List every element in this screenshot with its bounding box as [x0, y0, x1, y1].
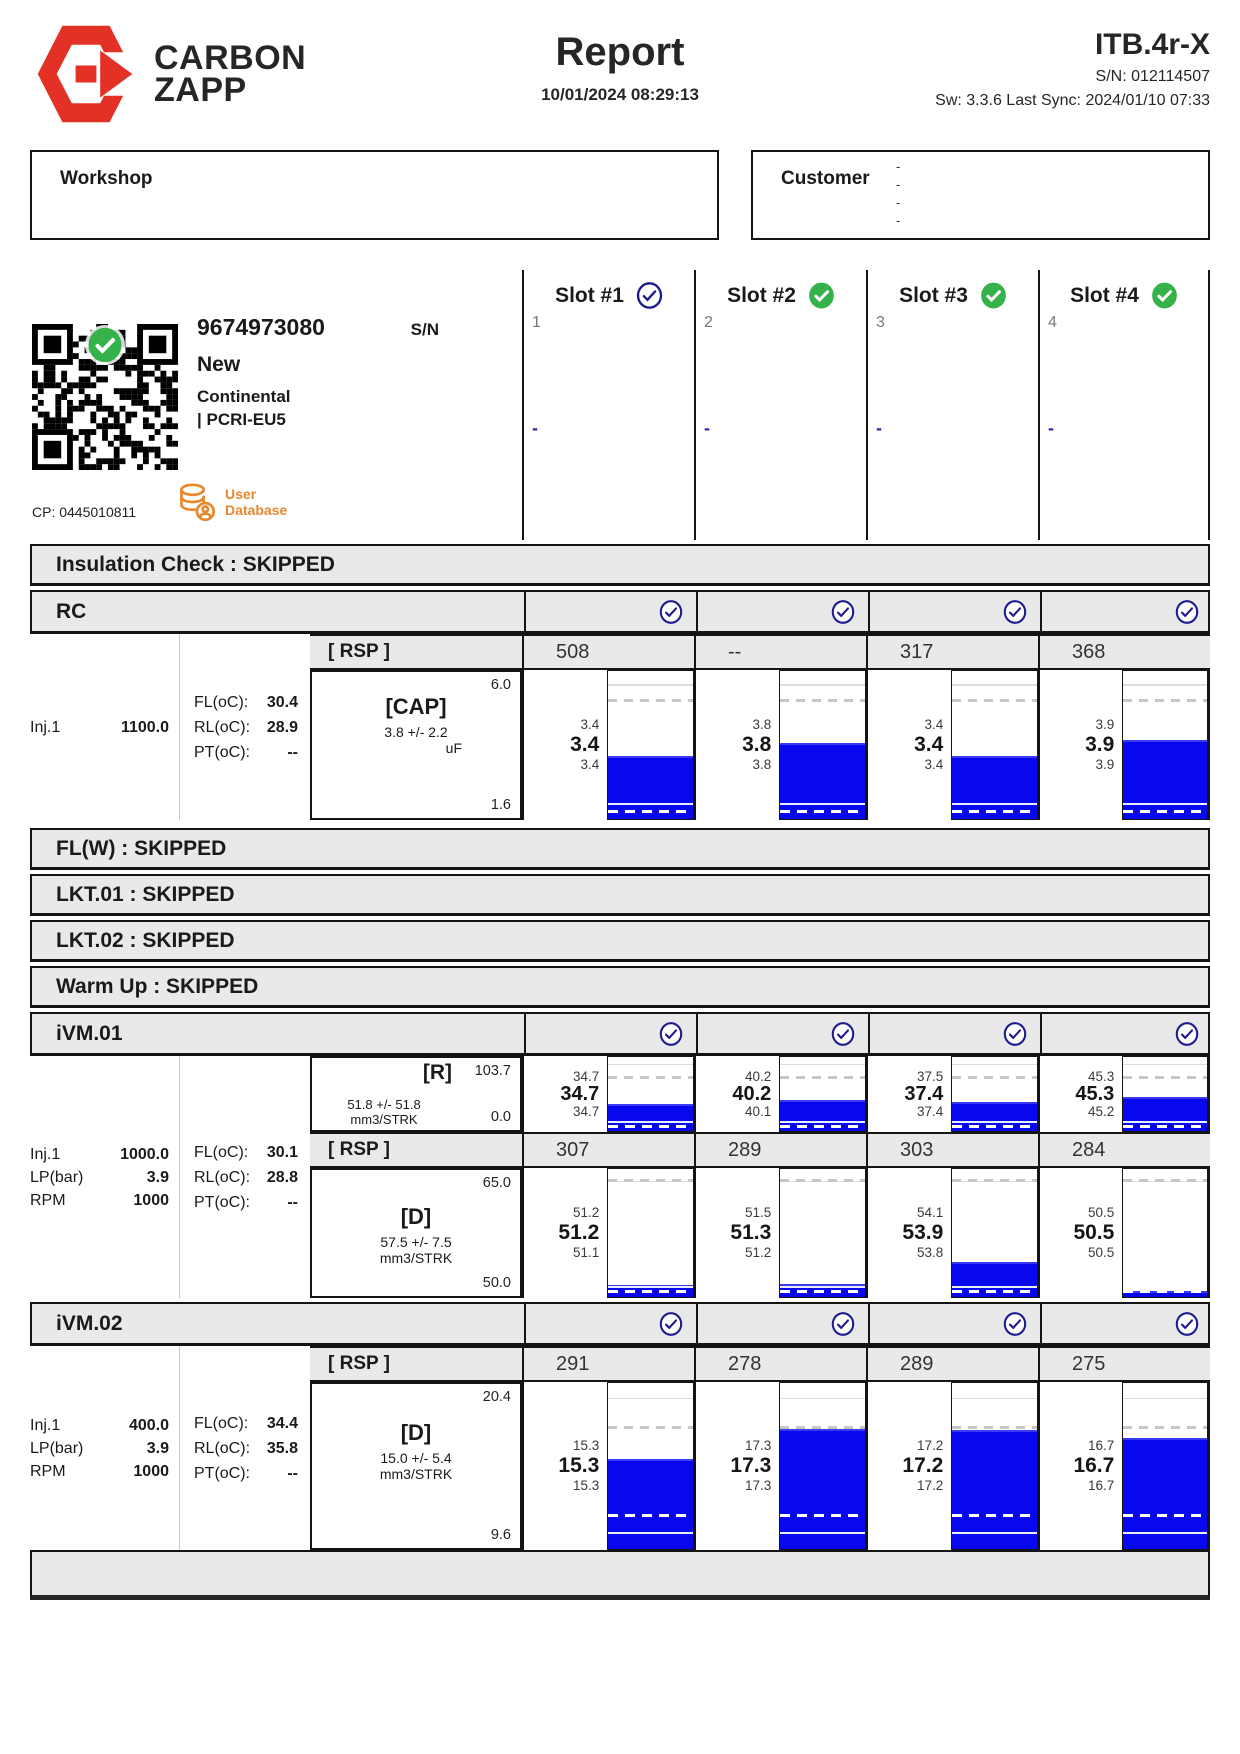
value-min: 45.2	[1088, 1103, 1115, 1119]
ivm01-r-chart-slot4	[1038, 1056, 1210, 1132]
machine-serial: S/N: 012114507	[1095, 68, 1210, 85]
check-icon	[1003, 1312, 1027, 1336]
check-icon	[1175, 1312, 1199, 1336]
section-ivm02-body	[30, 1346, 1210, 1550]
rc-rsp-slot3: 317	[866, 636, 1038, 668]
value-min: 51.1	[573, 1245, 600, 1260]
value-min: 17.3	[745, 1478, 772, 1493]
value-max: 17.2	[917, 1438, 944, 1453]
slot-4-dash: -	[1048, 418, 1054, 438]
check-icon	[1003, 600, 1027, 624]
param-value: 3.9	[146, 1168, 169, 1186]
value-max: 51.2	[573, 1205, 600, 1220]
injector-id: 9674973080	[197, 314, 325, 340]
slot-1-label: Slot #1	[555, 283, 624, 307]
check-icon	[1003, 1022, 1027, 1046]
header-right	[935, 28, 1210, 110]
value-max: 3.4	[580, 717, 600, 732]
injector-cp: CP: 0445010811	[32, 504, 137, 520]
slot-2-label: Slot #2	[727, 283, 796, 307]
ivm01-params	[30, 1056, 180, 1298]
check-icon	[659, 1022, 683, 1046]
section-ivm01-body	[30, 1056, 1210, 1298]
temp-label: FL(oC):	[194, 693, 249, 711]
rsp-label: [ RSP ]	[328, 641, 390, 662]
param-label: LP(bar)	[30, 1168, 84, 1186]
temp-label: RL(oC):	[194, 1168, 251, 1186]
section-rc-body	[30, 634, 1210, 820]
value-avg: 3.8	[742, 733, 772, 756]
slot-4-status-check-icon	[1151, 282, 1178, 309]
value-avg: 34.7	[560, 1082, 600, 1105]
axis-max: 6.0	[490, 677, 511, 693]
value-avg: 50.5	[1073, 1221, 1115, 1244]
ivm01-d-chart-slot4	[1038, 1168, 1210, 1298]
rsp-label: [ RSP ]	[328, 1353, 390, 1374]
page-title: Report	[555, 30, 685, 74]
param-label: Inj.1	[30, 1416, 61, 1434]
slot-column-1	[522, 270, 694, 540]
customer-line: -	[896, 177, 901, 192]
rc-rsp-slot4: 368	[1038, 636, 1210, 668]
section-rc-header	[30, 590, 1210, 634]
user-database-line1: User	[225, 486, 257, 502]
ivm02-rsp-slot3: 289	[866, 1348, 1038, 1380]
rc-chart-slot2	[694, 670, 866, 820]
section-ivm01-header	[30, 1012, 1210, 1056]
ivm01-slot4-check	[1040, 1014, 1212, 1053]
rc-test-info	[310, 670, 522, 820]
ivm02-slot1-check	[524, 1304, 696, 1343]
customer-label: Customer	[781, 168, 870, 189]
axis-max: 65.0	[482, 1175, 511, 1191]
bar-chart	[779, 670, 866, 820]
test-name: [D]	[400, 1420, 432, 1445]
value-min: 34.7	[573, 1103, 600, 1119]
bar-chart	[1122, 670, 1208, 820]
bar-chart	[607, 1168, 694, 1298]
value-avg: 16.7	[1073, 1454, 1115, 1477]
ivm01-rsp-slot3: 303	[866, 1134, 1038, 1166]
sn-label: S/N	[410, 320, 439, 339]
bar-chart	[951, 1056, 1038, 1132]
test-tolerance: 57.5 +/- 7.5	[380, 1234, 452, 1250]
temp-value: 30.1	[266, 1143, 298, 1161]
temp-label: PT(oC):	[194, 1193, 250, 1211]
ivm01-rsp-strip	[310, 1132, 1210, 1168]
value-min: 50.5	[1088, 1245, 1115, 1260]
value-max: 3.4	[924, 717, 944, 732]
value-max: 40.2	[745, 1068, 772, 1084]
injector-text	[197, 314, 477, 430]
slot-3-number: 3	[876, 314, 885, 331]
user-database	[177, 482, 287, 522]
value-max: 15.3	[573, 1438, 600, 1453]
user-database-label	[225, 486, 287, 518]
value-max: 37.5	[917, 1068, 944, 1084]
brand-line1: CARBON	[154, 38, 307, 77]
slot-3-label: Slot #3	[899, 283, 968, 307]
customer-line: -	[896, 159, 901, 174]
temp-value: 28.8	[266, 1168, 298, 1186]
slot-header-area	[30, 270, 1210, 540]
ivm02-rsp-strip	[310, 1346, 1210, 1382]
value-min: 3.8	[752, 757, 772, 772]
rc-slot4-check	[1040, 592, 1212, 631]
ivm01-slot2-check	[696, 1014, 868, 1053]
bar-chart	[779, 1056, 866, 1132]
slot-1-status-check-icon	[636, 282, 663, 309]
ivm02-params	[30, 1346, 180, 1550]
rc-rsp-strip	[310, 634, 1210, 670]
header-center	[420, 30, 820, 105]
injector-info	[30, 270, 522, 540]
value-avg: 3.4	[914, 733, 944, 756]
rc-rsp-slot2: --	[694, 636, 866, 668]
bar-chart	[1122, 1056, 1208, 1132]
param-label: Inj.1	[30, 1145, 61, 1163]
temp-label: FL(oC):	[194, 1143, 249, 1161]
section-insulation-check: Insulation Check : SKIPPED	[30, 544, 1210, 586]
ivm01-d-chart-slot2	[694, 1168, 866, 1298]
carbon-zapp-logo-icon	[34, 22, 138, 126]
rsp-label: [ RSP ]	[328, 1139, 390, 1160]
temp-value: 30.4	[266, 693, 298, 711]
param-value: 3.9	[146, 1439, 169, 1457]
report-header	[30, 0, 1210, 140]
bar-chart	[779, 1382, 866, 1550]
bar-chart	[607, 1056, 694, 1132]
value-min: 3.4	[580, 757, 600, 772]
slot-column-3	[866, 270, 1038, 540]
value-min: 3.4	[924, 757, 944, 772]
temp-label: RL(oC):	[194, 1439, 251, 1457]
ivm02-slot2-check	[696, 1304, 868, 1343]
value-avg: 40.2	[732, 1082, 772, 1105]
ivm02-d-chart-slot3	[866, 1382, 1038, 1550]
value-min: 16.7	[1088, 1478, 1115, 1493]
ivm02-temps	[180, 1346, 310, 1550]
section-lkt02: LKT.02 : SKIPPED	[30, 920, 1210, 962]
test-tolerance: 3.8 +/- 2.2	[384, 724, 448, 740]
bar-chart	[951, 1168, 1038, 1298]
bar-chart	[951, 1382, 1038, 1550]
param-value: 400.0	[128, 1416, 169, 1434]
workshop-label: Workshop	[60, 168, 153, 189]
ivm01-d-chart-slot1	[522, 1168, 694, 1298]
slot-column-2	[694, 270, 866, 540]
axis-min: 0.0	[490, 1109, 511, 1125]
value-min: 37.4	[917, 1103, 944, 1119]
rc-chart-slot1	[522, 670, 694, 820]
axis-min: 1.6	[490, 797, 511, 813]
value-avg: 51.3	[730, 1221, 772, 1244]
value-min: 51.2	[745, 1245, 772, 1260]
test-name: [R]	[422, 1061, 452, 1084]
rc-rsp-slot1: 508	[522, 636, 694, 668]
ivm02-d-chart-slot1	[522, 1382, 694, 1550]
customer-line: -	[896, 195, 901, 210]
rc-temps	[180, 634, 310, 820]
check-icon	[1175, 1022, 1199, 1046]
check-icon	[831, 1312, 855, 1336]
rc-params	[30, 634, 180, 820]
rc-title: RC	[56, 599, 87, 623]
value-max: 16.7	[1088, 1438, 1115, 1453]
value-avg: 53.9	[902, 1221, 944, 1244]
report-footer-bar	[30, 1550, 1210, 1600]
ivm01-title: iVM.01	[56, 1021, 123, 1045]
check-icon	[1175, 600, 1199, 624]
value-max: 17.3	[745, 1438, 772, 1453]
value-min: 15.3	[573, 1478, 600, 1493]
param-label: Inj.1	[30, 718, 61, 736]
slot-3-dash: -	[876, 418, 882, 438]
test-name: [CAP]	[385, 694, 447, 719]
param-value: 1100.0	[120, 718, 169, 736]
ivm02-title: iVM.02	[56, 1311, 123, 1335]
value-avg: 45.3	[1075, 1082, 1115, 1105]
temp-value: 34.4	[266, 1414, 298, 1432]
ivm02-d-test-info	[310, 1382, 522, 1550]
slot-2-number: 2	[704, 314, 713, 331]
workshop-box	[30, 150, 719, 240]
report-page	[30, 0, 1210, 1600]
value-avg: 3.4	[570, 733, 600, 756]
slot-3-status-check-icon	[980, 282, 1007, 309]
injector-type: | PCRI-EU5	[197, 410, 286, 429]
value-avg: 17.2	[902, 1454, 944, 1477]
injector-condition: New	[197, 353, 241, 376]
test-unit: mm3/STRK	[379, 1250, 453, 1266]
ivm01-slot1-check	[524, 1014, 696, 1053]
temp-value: --	[287, 743, 298, 761]
value-max: 51.5	[745, 1205, 772, 1220]
value-avg: 15.3	[558, 1454, 600, 1477]
software-version: Sw: 3.3.6 Last Sync: 2024/01/10 07:33	[935, 92, 1210, 109]
ivm01-slot3-check	[868, 1014, 1040, 1053]
value-avg: 51.2	[558, 1221, 600, 1244]
axis-min: 9.6	[490, 1527, 511, 1543]
value-max: 54.1	[917, 1205, 944, 1220]
check-icon	[659, 600, 683, 624]
ivm02-rsp-slot4: 275	[1038, 1348, 1210, 1380]
temp-value: 28.9	[266, 718, 298, 736]
value-avg: 17.3	[730, 1454, 772, 1477]
rc-chart-slot4	[1038, 670, 1210, 820]
value-min: 17.2	[917, 1478, 944, 1493]
temp-label: RL(oC):	[194, 718, 251, 736]
value-min: 53.8	[917, 1245, 944, 1260]
temp-label: PT(oC):	[194, 743, 250, 761]
value-max: 3.9	[1095, 717, 1115, 732]
bar-chart	[1122, 1168, 1208, 1298]
ivm01-r-chart-slot2	[694, 1056, 866, 1132]
ivm01-rsp-slot1: 307	[522, 1134, 694, 1166]
slot-2-status-check-icon	[808, 282, 835, 309]
brand-line2: ZAPP	[154, 71, 247, 109]
ivm01-rsp-slot4: 284	[1038, 1134, 1210, 1166]
slot-4-number: 4	[1048, 314, 1057, 331]
brand-text	[154, 38, 307, 109]
slot-2-dash: -	[704, 418, 710, 438]
param-value: 1000	[133, 1462, 169, 1480]
test-tolerance: 15.0 +/- 5.4	[380, 1450, 452, 1466]
param-value: 1000.0	[120, 1145, 169, 1163]
section-flw: FL(W) : SKIPPED	[30, 828, 1210, 870]
check-icon	[831, 1022, 855, 1046]
test-unit: mm3/STRK	[379, 1466, 453, 1482]
value-min: 40.1	[745, 1103, 772, 1119]
slot-column-4	[1038, 270, 1210, 540]
brand	[34, 22, 306, 126]
value-max: 50.5	[1088, 1205, 1115, 1220]
bar-chart	[607, 1382, 694, 1550]
value-avg: 37.4	[904, 1082, 944, 1105]
test-unit: mm3/STRK	[350, 1112, 418, 1127]
rc-chart-slot3	[866, 670, 1038, 820]
machine-model: ITB.4r-X	[1094, 28, 1210, 61]
axis-max: 20.4	[482, 1389, 511, 1405]
axis-max: 103.7	[474, 1063, 511, 1079]
ivm01-d-chart-slot3	[866, 1168, 1038, 1298]
customer-box	[751, 150, 1210, 240]
ivm01-d-test-info	[310, 1168, 522, 1298]
ivm02-slot4-check	[1040, 1304, 1212, 1343]
ivm01-r-test-info	[310, 1056, 522, 1132]
temp-value: --	[287, 1193, 298, 1211]
test-name: [D]	[400, 1204, 432, 1229]
value-max: 45.3	[1088, 1068, 1115, 1084]
check-icon	[831, 600, 855, 624]
bar-chart	[1122, 1382, 1208, 1550]
rc-slot3-check	[868, 592, 1040, 631]
param-label: RPM	[30, 1191, 66, 1209]
user-database-icon	[177, 482, 217, 522]
section-lkt01: LKT.01 : SKIPPED	[30, 874, 1210, 916]
bar-chart	[779, 1168, 866, 1298]
bar-chart	[607, 670, 694, 820]
ivm02-d-chart-slot2	[694, 1382, 866, 1550]
slot-1-dash: -	[532, 418, 538, 438]
test-unit: uF	[445, 740, 462, 756]
ivm02-rsp-slot2: 278	[694, 1348, 866, 1380]
ivm02-d-chart-slot4	[1038, 1382, 1210, 1550]
qr-check-icon	[85, 325, 125, 365]
section-ivm02-header	[30, 1302, 1210, 1346]
slot-4-label: Slot #4	[1070, 283, 1139, 307]
user-database-line2: Database	[225, 502, 288, 518]
test-tolerance: 51.8 +/- 51.8	[347, 1097, 421, 1112]
info-boxes	[30, 150, 1210, 244]
ivm02-slot3-check	[868, 1304, 1040, 1343]
param-label: RPM	[30, 1462, 66, 1480]
temp-label: FL(oC):	[194, 1414, 249, 1432]
ivm01-temps	[180, 1056, 310, 1298]
report-datetime: 10/01/2024 08:29:13	[541, 85, 699, 104]
ivm02-rsp-slot1: 291	[522, 1348, 694, 1380]
section-warmup: Warm Up : SKIPPED	[30, 966, 1210, 1008]
ivm01-rsp-slot2: 289	[694, 1134, 866, 1166]
temp-label: PT(oC):	[194, 1464, 250, 1482]
axis-min: 50.0	[482, 1275, 511, 1291]
ivm01-r-chart-slot1	[522, 1056, 694, 1132]
value-max: 3.8	[752, 717, 772, 732]
value-max: 34.7	[573, 1068, 600, 1084]
slot-1-number: 1	[532, 314, 541, 331]
rc-slot2-check	[696, 592, 868, 631]
value-avg: 3.9	[1085, 733, 1115, 756]
temp-value: 35.8	[266, 1439, 298, 1457]
bar-chart	[951, 670, 1038, 820]
param-value: 1000	[133, 1191, 169, 1209]
rc-slot1-check	[524, 592, 696, 631]
param-label: LP(bar)	[30, 1439, 84, 1457]
customer-line: -	[896, 213, 901, 228]
value-min: 3.9	[1095, 757, 1115, 772]
customer-lines	[896, 158, 900, 230]
temp-value: --	[287, 1464, 298, 1482]
injector-brand: Continental	[197, 387, 291, 406]
ivm01-r-chart-slot3	[866, 1056, 1038, 1132]
check-icon	[659, 1312, 683, 1336]
